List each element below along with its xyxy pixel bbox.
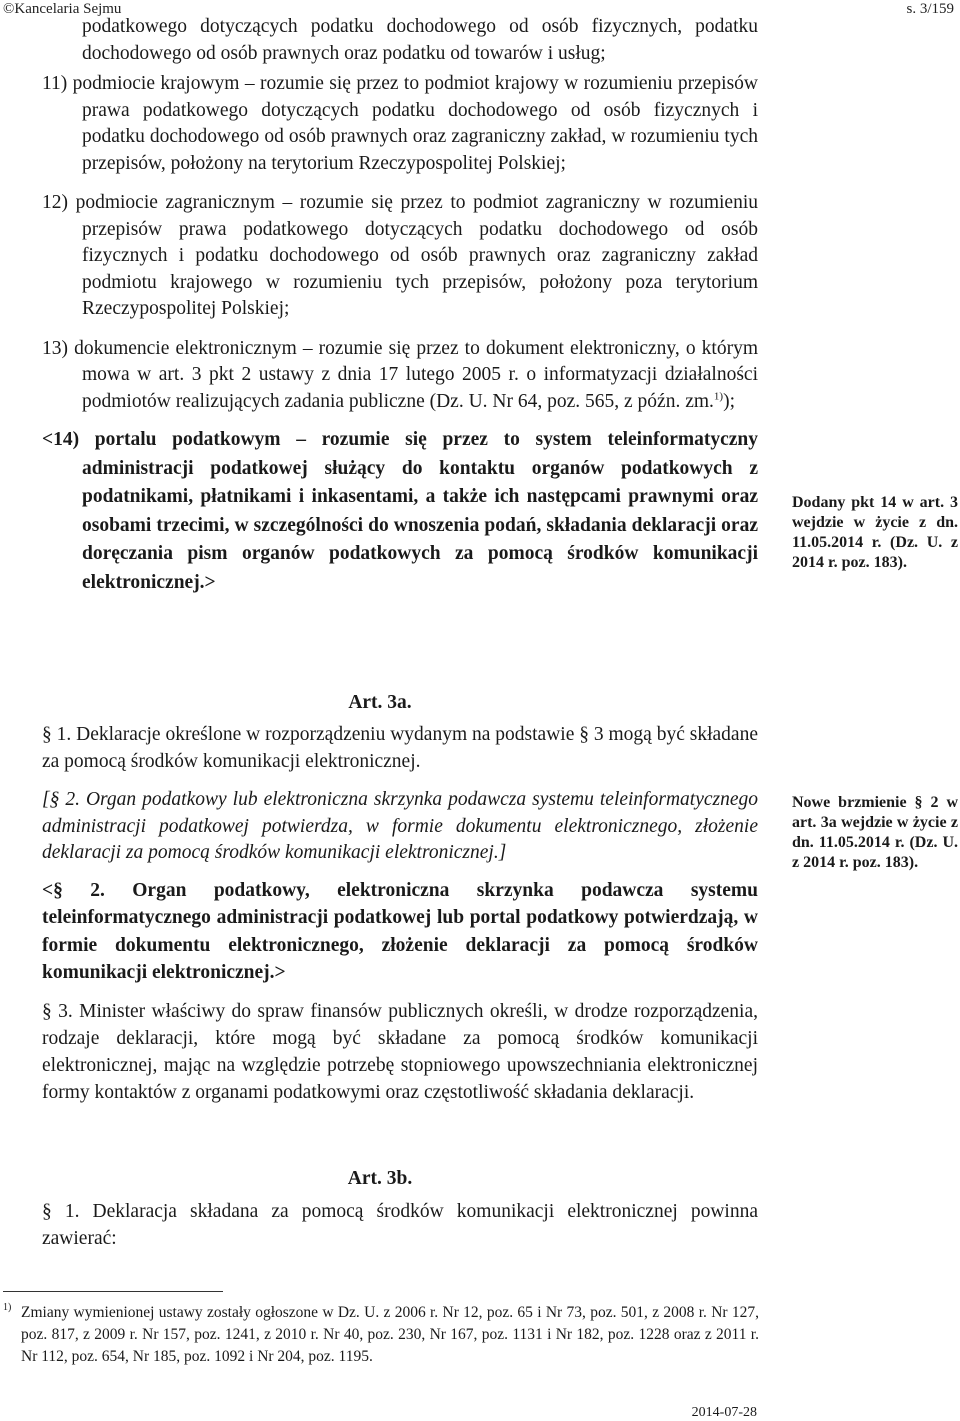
art-3b-body [42,1199,758,1252]
art-3a-body [42,722,758,1106]
definition-13-end: ); [723,390,735,412]
header-page-number: s. 3/159 [906,1,954,17]
art-3a-section-2-new: <§ 2. Organ podatkowy, elektroniczna skrzynka podawcza systemu teleinformatycznego administracji podatkowej lub portal podatkowy potwierdzają, w formie dokumentu elektronicznego, złożenie deklaracji za pomocą środków komunikacji elektronicznej.> [42,879,758,983]
definition-13 [42,336,758,416]
art-3a-title: Art. 3a. [348,692,412,713]
side-note-added-pkt14: Dodany pkt 14 w art. 3 wejdzie w życie z dn. 11.05.2014 r. (Dz. U. z 2014 r. poz. 183). [792,494,958,571]
footer-date: 2014-07-28 [691,1405,757,1420]
art-3a-section-1: § 1. Deklaracje określone w rozporządzeniu wydanym na podstawie § 3 mogą być składane za pomocą środków komunikacji elektronicznej. [42,724,758,772]
header-publisher: ©Kancelaria Sejmu [3,1,122,17]
art-3b-title: Art. 3b. [347,1168,413,1189]
footnote-mark: 1) [3,1302,12,1313]
footnote-text: Zmiany wymienionej ustawy zostały ogłoszone w Dz. U. z 2006 r. Nr 12, poz. 65 i Nr 73, poz. 501, z 2008 r. Nr 127, poz. 817, z 2009 r. Nr 157, poz. 1241, z 2010 r. Nr 40, poz. 230, Nr 167, poz. 1131 i Nr 182, poz. 1228 oraz z 2011 r. Nr 112, poz. 654, Nr 185, poz. 1092 i Nr 204, poz. 1195. [21,1304,759,1365]
definition-11: 11) podmiocie krajowym – rozumie się przez to podmiot krajowy w rozumieniu przepisów prawa podatkowego dotyczących podatku dochodowego od osób fizycznych i podatku dochodowego od osób prawnych oraz zagraniczny zakład, w rozumieniu tych przepisów, położony na terytorium Rzeczypospolitej Polskiej; [42,73,758,174]
footnote-divider [3,1291,223,1292]
art-3a-section-3: § 3. Minister właściwy do spraw finansów publicznych określi, w drodze rozporządzenia, rodzaje deklaracji, które mogą być składane za pomocą środków komunikacji elektronicznej, mając na względzie potrzebę stopniowego upowszechniania elektronicznej formy kontaktów z organami podatkowymi oraz częstotliwość składania deklaracji. [42,1000,758,1103]
art-3b-section-1: § 1. Deklaracja składana za pomocą środków komunikacji elektronicznej powinna zawierać: [42,1201,758,1249]
definition-13-text: 13) dokumencie elektronicznym – rozumie się przez to dokument elektroniczny, o którym mowa w art. 3 pkt 2 ustawy z dnia 17 lutego 2005 r. o informatyzacji działalności podmiotów realizujących zadania publiczne (Dz. U. Nr 64, poz. 565, z późn. zm. [42,337,758,412]
definition-12: 12) podmiocie zagranicznym – rozumie się przez to podmiot zagraniczny w rozumieniu przepisów prawa podatkowego dotyczących podatku dochodowego od osób fizycznych i podatku dochodowego od osób prawnych oraz zagraniczny zakład podmiotu krajowego w rozumieniu tych przepisów, położony poza terytorium Rzeczypospolitej Polskiej; [42,192,758,319]
definition-14-added: <14) portalu podatkowym – rozumie się przez to system teleinformatyczny administracji podatkowej służący do kontaktu organów podatkowych z podatnikami, płatnikami i inkasentami, a także ich następcami prawnymi oraz osobami trzecimi, w szczególności do wnoszenia podań, składania deklaracji oraz doręczania pism organów podatkowych za pomocą środków komunikacji elektronicznej.> [42,429,758,593]
definition-10-continuation: podatkowego dotyczących podatku dochodowego od osób fizycznych, podatku dochodowego od osób prawnych oraz podatku od towarów i usług; [82,16,758,64]
footnote-ref: 1) [713,390,724,402]
footnote [3,1302,759,1368]
side-note-new-wording-s2: Nowe brzmienie § 2 w art. 3a wejdzie w życie z dn. 11.05.2014 r. (Dz. U. z 2014 r. poz. 183). [792,794,958,871]
art3-definitions [42,14,758,597]
art-3a-section-2-old: [§ 2. Organ podatkowy lub elektroniczna skrzynka podawcza systemu teleinformatycznego administracji podatkowej potwierdza, w formie dokumentu elektronicznego, złożenie deklaracji za pomocą środków komunikacji elektronicznej.] [42,789,758,863]
